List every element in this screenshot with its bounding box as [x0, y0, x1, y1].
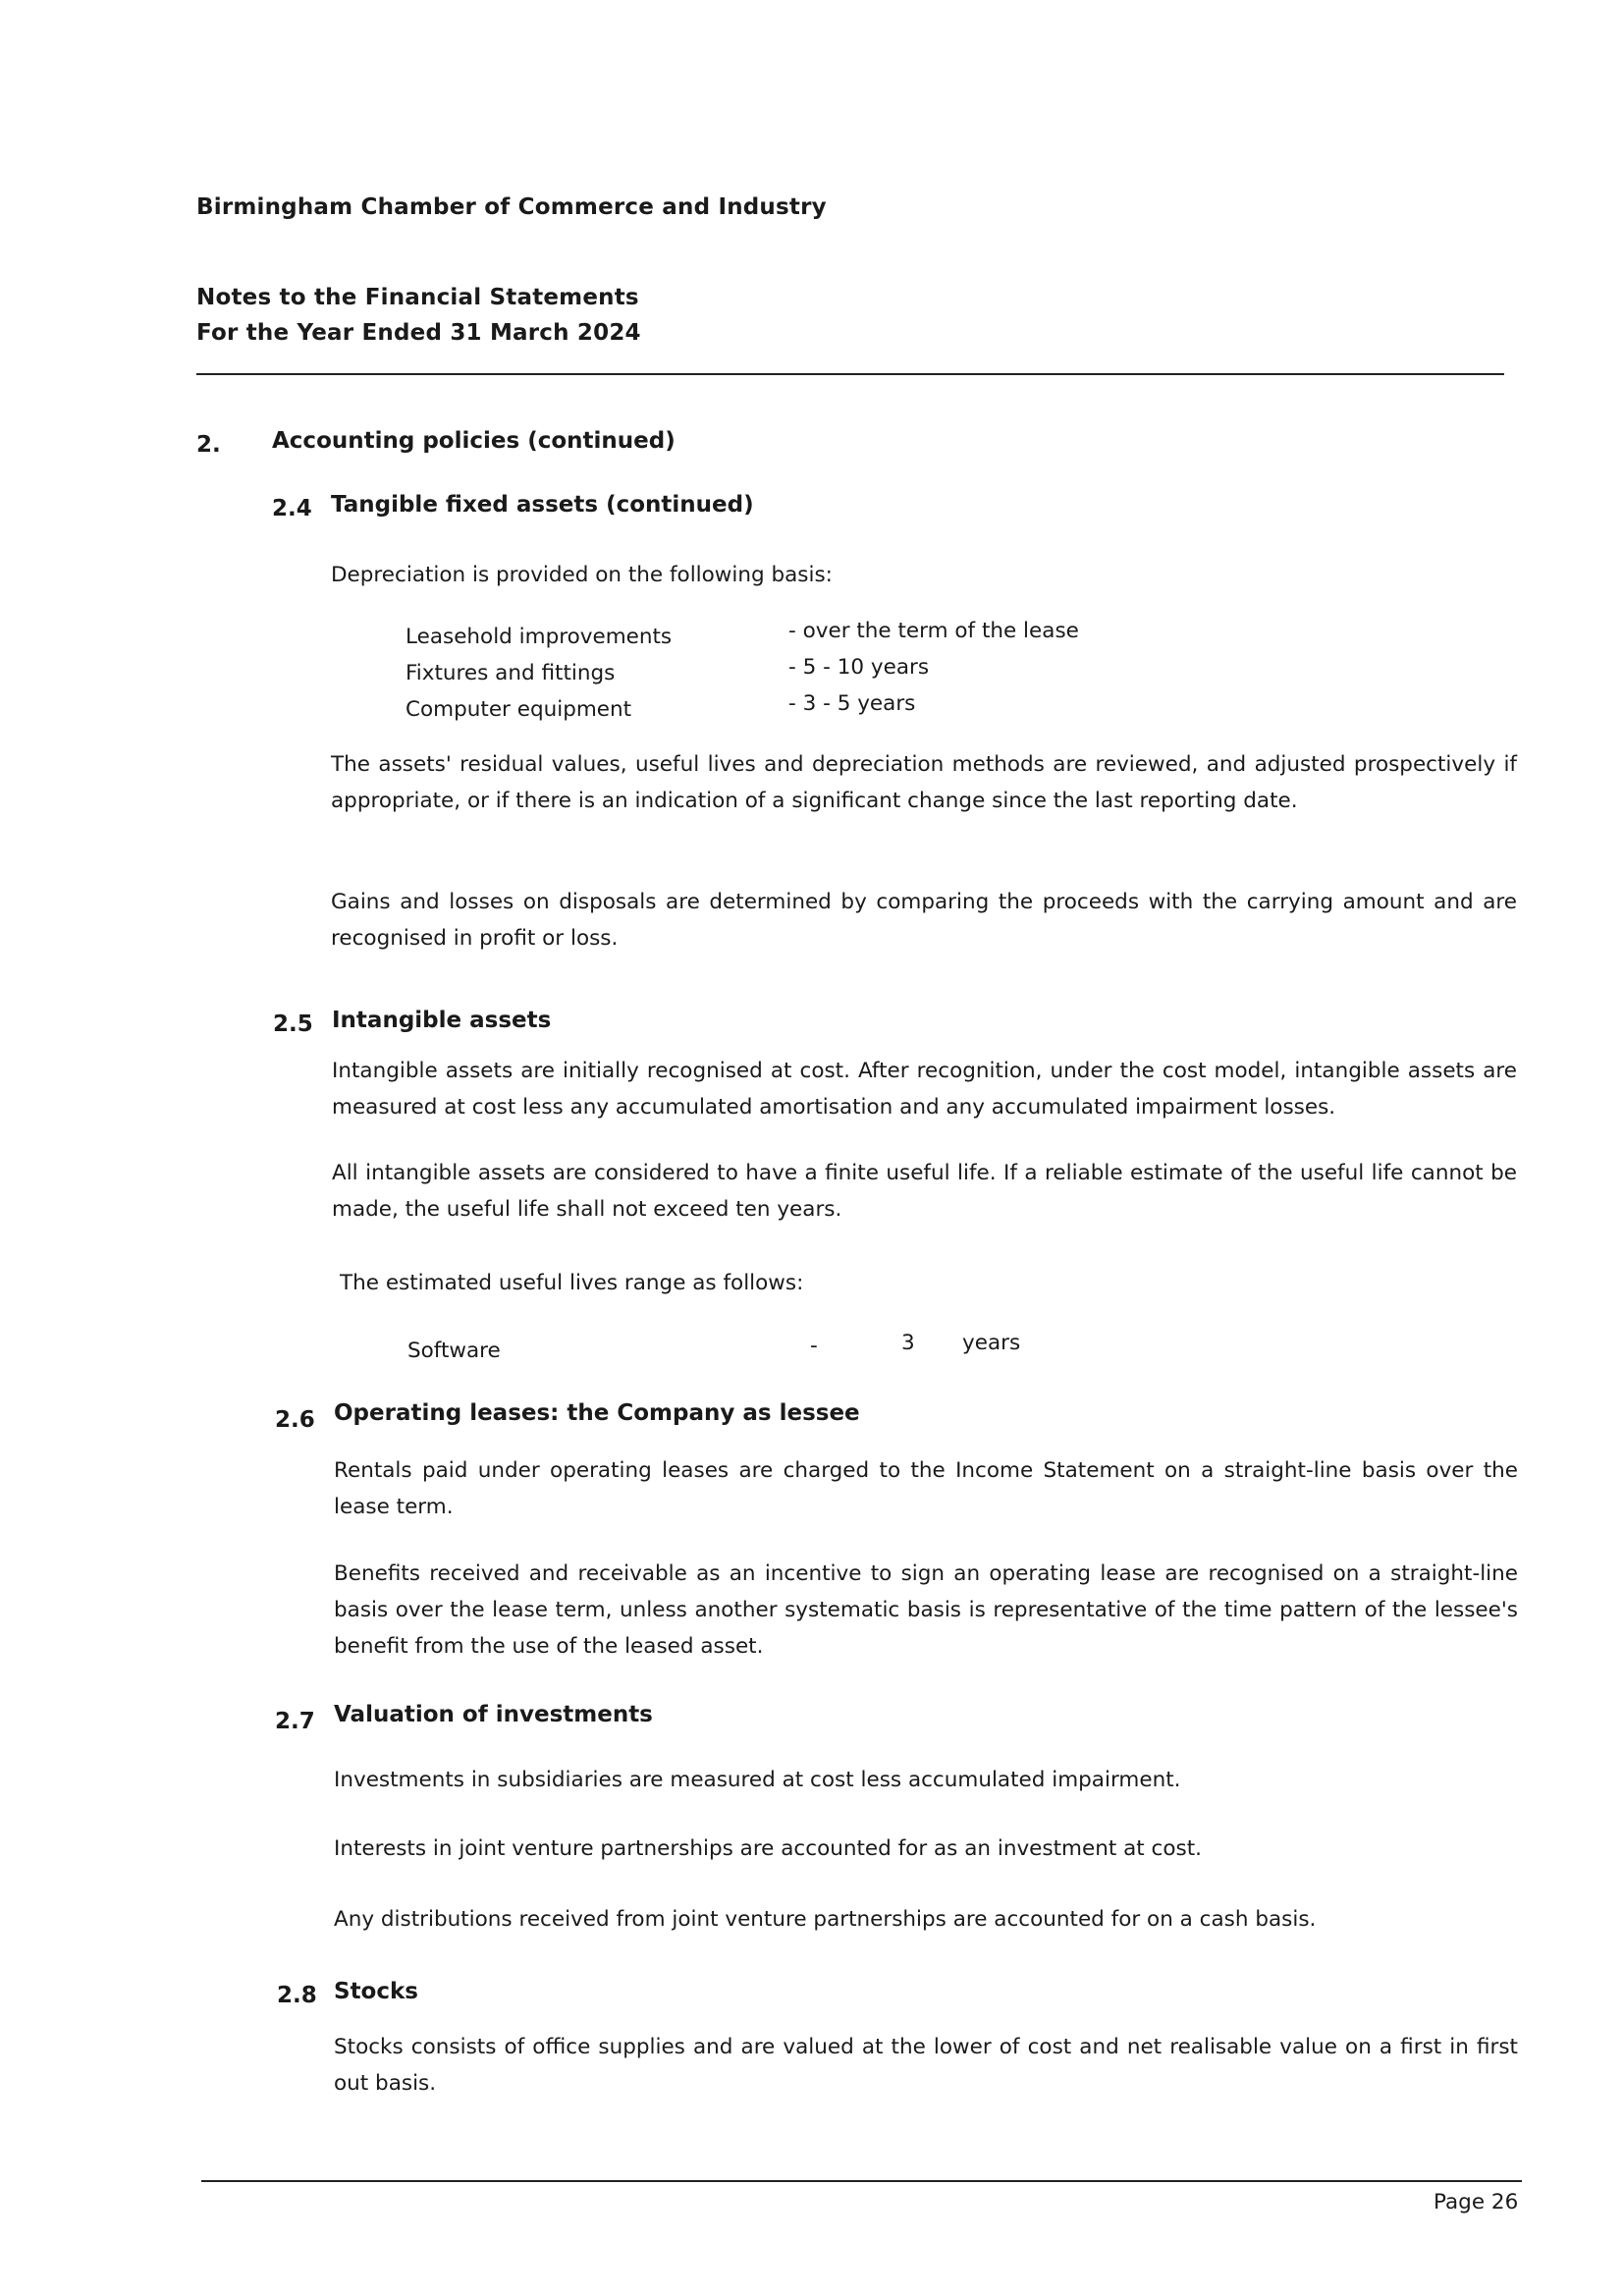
paragraph: Stocks consists of office supplies and are valued at the lower of cost and net realisable value on a first in first out basis. [334, 2035, 1518, 2096]
paragraph: Depreciation is provided on the following basis: [331, 563, 833, 587]
asset-class: Software [407, 1339, 501, 1363]
document-title: Notes to the Financial Statements [196, 285, 639, 310]
paragraph: All intangible assets are considered to have a finite useful life. If a reliable estimate of the useful life cannot be made, the useful life shall not exceed ten years. [332, 1161, 1517, 1222]
table-row [406, 691, 1132, 734]
section-number: 2. [196, 432, 221, 458]
subsection-title: Operating leases: the Company as lessee [334, 1400, 860, 1426]
subsection-title: Tangible fixed assets (continued) [331, 492, 754, 518]
subsection-number: 2.6 [275, 1407, 315, 1433]
depreciation-basis: - 5 - 10 years [788, 655, 930, 680]
paragraph: Interests in joint venture partnerships are accounted for as an investment at cost. [334, 1836, 1202, 1861]
paragraph: Rentals paid under operating leases are charged to the Income Statement on a straight-line basis over the lease term. [334, 1458, 1518, 1519]
asset-class: Computer equipment [406, 697, 632, 722]
organisation-name: Birmingham Chamber of Commerce and Industry [196, 194, 827, 220]
reporting-period: For the Year Ended 31 March 2024 [196, 320, 641, 346]
depreciation-basis: - over the term of the lease [788, 619, 1079, 643]
subsection-title: Intangible assets [332, 1008, 552, 1033]
paragraph: Benefits received and receivable as an incentive to sign an operating lease are recognised on a straight-line basis over the lease term, unless another systematic basis is representative of the time pattern of the lessee's benefit from the use of the leased asset. [334, 1561, 1518, 1659]
table-row [406, 655, 1132, 697]
footer-divider [201, 2180, 1522, 2182]
asset-class: Fixtures and fittings [406, 661, 616, 685]
subsection-number: 2.7 [275, 1709, 315, 1734]
asset-class: Leasehold improvements [406, 625, 673, 649]
paragraph: The estimated useful lives range as follows: [340, 1271, 804, 1295]
section-title: Accounting policies (continued) [272, 428, 676, 454]
subsection-number: 2.8 [277, 1983, 317, 2008]
page-number: Page 26 [1434, 2190, 1519, 2214]
paragraph: Investments in subsidiaries are measured at cost less accumulated impairment. [334, 1768, 1181, 1792]
subsection-title: Valuation of investments [334, 1702, 653, 1727]
paragraph: Intangible assets are initially recognised at cost. After recognition, under the cost model, intangible assets are measured at cost less any accumulated amortisation and any accumulated impairment losses. [332, 1059, 1517, 1120]
subsection-number: 2.5 [273, 1011, 313, 1037]
depreciation-table [406, 619, 1132, 734]
dash: - [810, 1334, 818, 1358]
subsection-title: Stocks [334, 1979, 418, 2004]
table-row [406, 619, 1132, 661]
paragraph: Any distributions received from joint venture partnerships are accounted for on a cash basis. [334, 1907, 1317, 1932]
subsection-number: 2.4 [272, 496, 312, 521]
useful-life-unit: years [962, 1331, 1021, 1355]
paragraph: Gains and losses on disposals are determined by comparing the proceeds with the carrying amount and are recognised in profit or loss. [331, 890, 1517, 951]
paragraph: The assets' residual values, useful lives and depreciation methods are reviewed, and adjusted prospectively if appropriate, or if there is an indication of a significant change since the last reporting date. [331, 752, 1517, 813]
useful-life-value: 3 [901, 1331, 915, 1355]
header-divider [196, 373, 1504, 375]
depreciation-basis: - 3 - 5 years [788, 691, 916, 716]
